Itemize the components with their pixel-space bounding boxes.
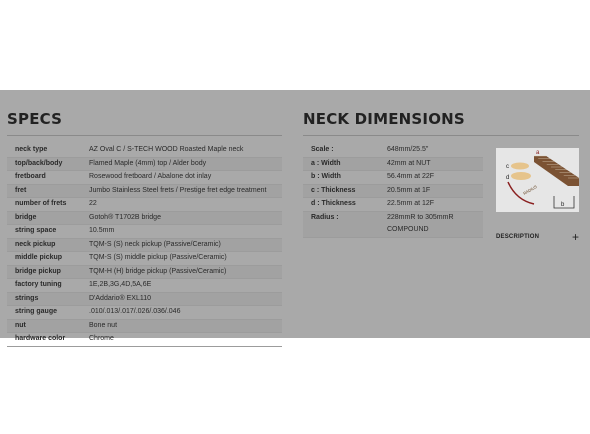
specs-section (7, 109, 282, 347)
neck-diagram (496, 148, 579, 212)
spec-key: fretboard (7, 171, 82, 185)
spec-value: 10.5mm (82, 225, 282, 239)
spec-key: fret (7, 184, 82, 198)
spec-value: Chrome (82, 333, 282, 347)
spec-value: 22 (82, 198, 282, 212)
spec-row (7, 144, 282, 157)
expand-plus-icon[interactable]: + (571, 230, 579, 244)
neck-dimension-value: 648mm/25.5" (386, 144, 483, 157)
spec-key: hardware color (7, 333, 82, 347)
spec-key: number of frets (7, 198, 82, 212)
spec-value: Rosewood fretboard / Abalone dot inlay (82, 171, 282, 185)
neck-dimension-row (303, 171, 483, 185)
neck-dimensions-title: NECK DIMENSIONS (303, 110, 465, 128)
neck-diagram-image (496, 148, 579, 212)
spec-row (7, 265, 282, 279)
spec-row (7, 238, 282, 252)
label-a: a (536, 150, 540, 156)
spec-row (7, 319, 282, 333)
spec-row (7, 292, 282, 306)
specs-divider (7, 135, 282, 136)
neck-dimension-row (303, 144, 483, 157)
neck-dimensions-section (303, 109, 579, 244)
neck-dimension-row (303, 211, 483, 237)
spec-value: Bone nut (82, 319, 282, 333)
neck-profile-c (511, 163, 529, 170)
spec-key: string gauge (7, 306, 82, 320)
neck-dimension-row (303, 157, 483, 171)
neck-dimension-row (303, 198, 483, 212)
neck-profile-d (511, 172, 531, 180)
spec-row (7, 171, 282, 185)
spec-key: top/back/body (7, 157, 82, 171)
spec-key: string space (7, 225, 82, 239)
spec-row (7, 184, 282, 198)
spec-key: factory tuning (7, 279, 82, 293)
neck-dimension-value: 42mm at NUT (386, 157, 483, 171)
description-toggle-row[interactable] (496, 230, 579, 246)
specs-panel (0, 90, 590, 342)
spec-row (7, 225, 282, 239)
neck-dimension-key: Scale : (303, 144, 386, 157)
label-b: b (561, 202, 565, 208)
spec-row (7, 198, 282, 212)
spec-key: bridge pickup (7, 265, 82, 279)
spec-value: 1E,2B,3G,4D,5A,6E (82, 279, 282, 293)
spec-value: Gotoh® T1702B bridge (82, 211, 282, 225)
neck-dimension-value-line: 228mmR to 305mmR (387, 213, 454, 221)
neck-dimension-key: d : Thickness (303, 198, 386, 212)
spec-value: TQM-H (H) bridge pickup (Passive/Ceramic) (82, 265, 282, 279)
spec-key: neck pickup (7, 238, 82, 252)
label-d: d (506, 175, 510, 181)
spec-value: TQM-S (S) middle pickup (Passive/Ceramic) (82, 252, 282, 266)
label-c: c (506, 164, 509, 170)
spec-row (7, 306, 282, 320)
spec-value: D'Addario® EXL110 (82, 292, 282, 306)
neck-dimension-value: 22.5mm at 12F (386, 198, 483, 212)
spec-row (7, 333, 282, 347)
label-radius: RADIUS (522, 183, 538, 196)
spec-row (7, 279, 282, 293)
specs-title: SPECS (7, 110, 63, 128)
spec-value: TQM-S (S) neck pickup (Passive/Ceramic) (82, 238, 282, 252)
neck-dimension-key: a : Width (303, 157, 386, 171)
spec-value: Jumbo Stainless Steel frets / Prestige fret edge treatment (82, 184, 282, 198)
neck-dimension-key: Radius : (303, 211, 386, 237)
neck-dimension-row (303, 184, 483, 198)
neck-dimension-value: 20.5mm at 1F (386, 184, 483, 198)
spec-key: bridge (7, 211, 82, 225)
spec-key: middle pickup (7, 252, 82, 266)
spec-key: strings (7, 292, 82, 306)
spec-key: neck type (7, 144, 82, 157)
spec-row (7, 211, 282, 225)
neck-dimensions-divider (303, 135, 579, 136)
neck-dimensions-table (303, 144, 483, 238)
neck-dimension-value: 56.4mm at 22F (386, 171, 483, 185)
spec-key: nut (7, 319, 82, 333)
neck-dimension-value (386, 211, 483, 237)
neck-body (534, 156, 579, 186)
spec-row (7, 157, 282, 171)
radius-arc (508, 182, 534, 204)
neck-dimension-key: b : Width (303, 171, 386, 185)
spec-value: Flamed Maple (4mm) top / Alder body (82, 157, 282, 171)
specs-table (7, 144, 282, 347)
neck-dimension-key: c : Thickness (303, 184, 386, 198)
spec-row (7, 252, 282, 266)
spec-value: .010/.013/.017/.026/.036/.046 (82, 306, 282, 320)
description-label: DESCRIPTION (496, 234, 540, 240)
neck-dimension-value-line: COMPOUND (387, 226, 429, 233)
spec-value: AZ Oval C / S-TECH WOOD Roasted Maple neck (82, 144, 282, 157)
